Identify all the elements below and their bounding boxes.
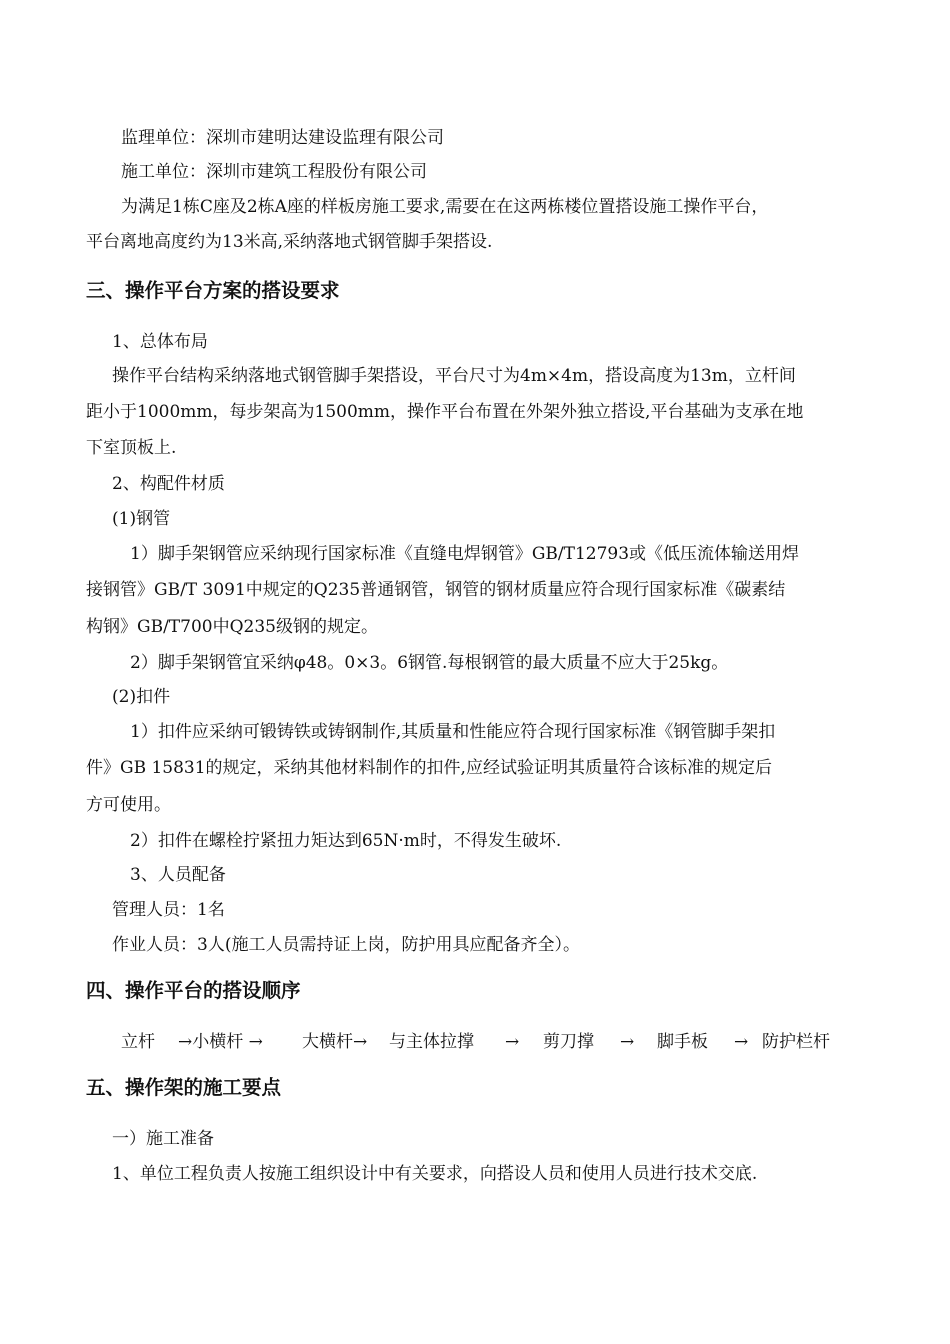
prep-item-1: 1、单位工程负责人按施工组织设计中有关要求，向搭设人员和使用人员进行技术交底.	[112, 1164, 758, 1184]
workers-line: 作业人员：3人(施工人员需持证上岗，防护用具应配备齐全）。	[112, 935, 580, 955]
sequence-step: 与主体拉撑	[389, 1032, 474, 1052]
pipe-item-2: 2）脚手架钢管宜采纳φ48。0×3。6钢管.每根钢管的最大质量不应大于25kg。	[130, 653, 729, 673]
fastener-item-1-line-2: 件》GB 15831的规定，采纳其他材料制作的扣件,应经试验证明其质量符合该标准的规定后	[86, 758, 772, 778]
purpose-line-2: 平台离地高度约为13米高,采纳落地式钢管脚手架搭设.	[86, 232, 493, 252]
pipe-item-1-line-3: 构钢》GB/T700中Q235级钢的规定。	[86, 617, 378, 637]
sequence-arrow: →	[620, 1032, 635, 1052]
sequence-step: 大横杆→	[302, 1032, 368, 1052]
pipe-item-1-line-2: 接钢管》GB/T 3091中规定的Q235普通钢管，钢管的钢材质量应符合现行国家标准《碳素结	[86, 580, 786, 600]
section-4-heading: 四、操作平台的搭设顺序	[86, 979, 301, 1002]
fastener-item-2: 2）扣件在螺栓拧紧扭力矩达到65N·m时，不得发生破坏.	[130, 831, 562, 851]
pipe-item-1-line-1: 1）脚手架钢管应采纳现行国家标准《直缝电焊钢管》GB/T12793或《低压流体输送用焊	[130, 544, 800, 564]
layout-line-3: 下室顶板上.	[86, 438, 177, 458]
layout-title: 1、总体布局	[112, 332, 208, 352]
layout-line-1: 操作平台结构采纳落地式钢管脚手架搭设，平台尺寸为4m×4m，搭设高度为13m，立杆间	[112, 366, 796, 386]
sequence-step: 立杆	[121, 1032, 155, 1052]
prep-title: 一）施工准备	[112, 1129, 214, 1149]
section-5-heading: 五、操作架的施工要点	[86, 1076, 282, 1099]
layout-line-2: 距小于1000mm，每步架高为1500mm，操作平台布置在外架外独立搭设,平台基础为支承在地	[86, 402, 804, 422]
section-3-heading: 三、操作平台方案的搭设要求	[86, 279, 340, 302]
managers-line: 管理人员：1名	[112, 900, 225, 920]
staff-title: 3、人员配备	[130, 865, 226, 885]
sequence-arrow: →	[505, 1032, 520, 1052]
sequence-step: 防护栏杆	[762, 1032, 830, 1052]
fastener-title: (2)扣件	[112, 687, 171, 707]
sequence-step: 脚手板	[657, 1032, 708, 1052]
sequence-arrow: →	[734, 1032, 749, 1052]
pipe-title: (1)钢管	[112, 509, 171, 529]
sequence-step: 剪刀撑	[543, 1032, 594, 1052]
sequence-step: →小横杆 →	[178, 1032, 263, 1052]
purpose-line-1: 为满足1栋C座及2栋A座的样板房施工要求,需要在在这两栋楼位置搭设施工操作平台，	[121, 197, 769, 217]
contractor-unit: 施工单位：深圳市建筑工程股份有限公司	[121, 162, 427, 182]
materials-title: 2、构配件材质	[112, 474, 225, 494]
supervisor-unit: 监理单位：深圳市建明达建设监理有限公司	[121, 128, 444, 148]
fastener-item-1-line-1: 1）扣件应采纳可锻铸铁或铸钢制作,其质量和性能应符合现行国家标准《钢管脚手架扣	[130, 722, 776, 742]
fastener-item-1-line-3: 方可使用。	[86, 795, 171, 815]
